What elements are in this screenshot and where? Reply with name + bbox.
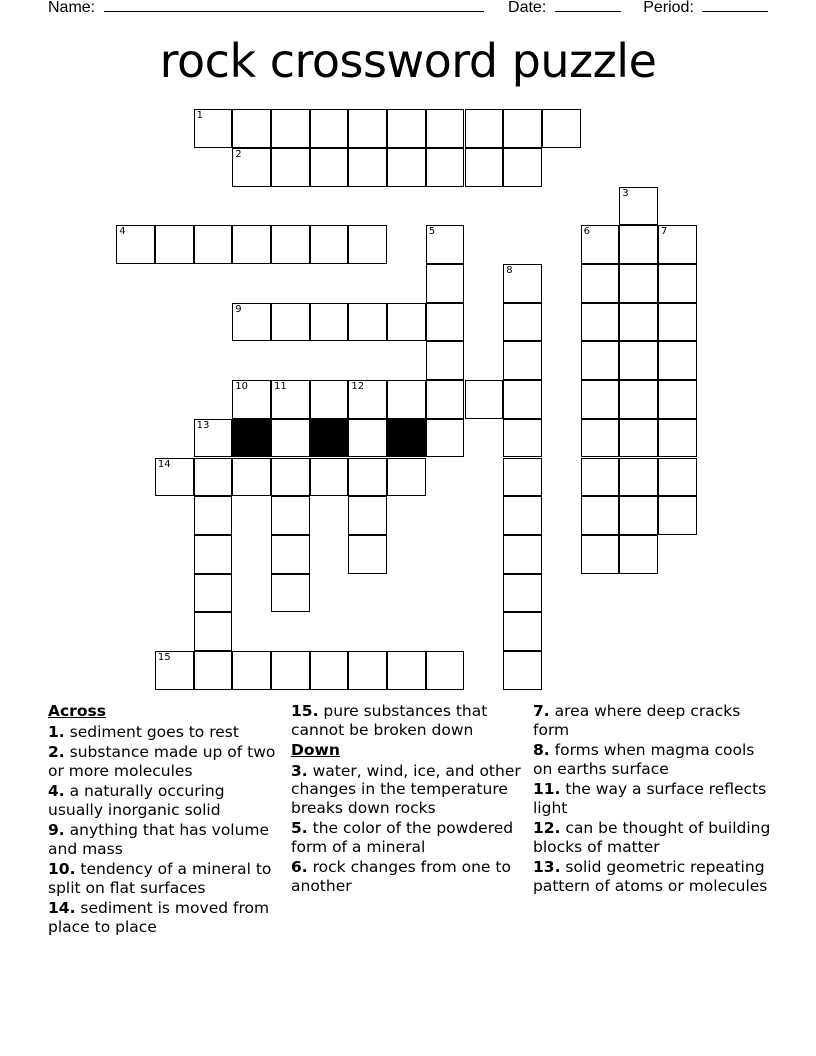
- grid-cell[interactable]: [232, 651, 271, 690]
- grid-cell[interactable]: [658, 419, 697, 458]
- grid-cell[interactable]: [503, 612, 542, 651]
- clue-number-label: 1: [196, 110, 203, 122]
- clue-down-11: [533, 780, 778, 817]
- grid-cell[interactable]: [581, 535, 620, 574]
- grid-cell[interactable]: [232, 380, 271, 419]
- grid-cell[interactable]: [348, 496, 387, 535]
- grid-cell[interactable]: [581, 264, 620, 303]
- grid-cell[interactable]: [232, 109, 271, 148]
- grid-cell[interactable]: [387, 303, 426, 342]
- grid-cell[interactable]: [503, 109, 542, 148]
- grid-cell[interactable]: [658, 380, 697, 419]
- grid-cell[interactable]: [581, 225, 620, 264]
- clue-text: area where deep cracks form: [533, 702, 741, 739]
- clue-number: 1.: [48, 722, 65, 741]
- grid-cell[interactable]: [426, 148, 465, 187]
- clue-text: water, wind, ice, and other changes in the temperature breaks down rocks: [291, 761, 521, 817]
- clue-number-label: 4: [119, 226, 126, 238]
- clue-down-6: [291, 858, 526, 895]
- clue-number-label: 15: [157, 652, 171, 663]
- grid-cell[interactable]: [465, 109, 504, 148]
- grid-cell[interactable]: [348, 419, 387, 458]
- grid-cell[interactable]: [426, 109, 465, 148]
- date-label: Date:: [508, 0, 547, 16]
- grid-cell[interactable]: [426, 651, 465, 690]
- grid-cell[interactable]: [348, 109, 387, 148]
- grid-cell[interactable]: [426, 380, 465, 419]
- grid-cell[interactable]: [271, 225, 310, 264]
- grid-cell[interactable]: [619, 187, 658, 226]
- grid-cell[interactable]: [271, 535, 310, 574]
- grid-cell[interactable]: [348, 380, 387, 419]
- clue-text: solid geometric repeating pattern of atoms or molecules: [533, 858, 768, 895]
- grid-cell[interactable]: [271, 148, 310, 187]
- grid-cell[interactable]: [232, 458, 271, 497]
- clue-number-label: 9: [235, 303, 242, 315]
- grid-cell[interactable]: [658, 341, 697, 380]
- clue-text: anything that has volume and mass: [48, 821, 270, 858]
- grid-cell[interactable]: [194, 419, 233, 458]
- grid-cell[interactable]: [232, 303, 271, 342]
- clue-down-12: [533, 819, 778, 856]
- grid-cell[interactable]: [194, 574, 233, 613]
- grid-cell[interactable]: [542, 109, 581, 148]
- across-heading: Across: [48, 702, 106, 720]
- grid-cell[interactable]: [387, 651, 426, 690]
- grid-cell[interactable]: [387, 148, 426, 187]
- clue-text: forms when magma cools on earths surface: [533, 741, 755, 778]
- clue-text: a naturally occuring usually inorganic solid: [48, 782, 225, 819]
- grid-cell[interactable]: [581, 303, 620, 342]
- clue-number-label: 2: [235, 148, 242, 160]
- clue-number-label: 8: [506, 265, 513, 276]
- grid-cell[interactable]: [503, 148, 542, 187]
- grid-cell[interactable]: [503, 341, 542, 380]
- down-heading: Down: [291, 741, 340, 759]
- grid-cell[interactable]: [619, 380, 658, 419]
- grid-cell[interactable]: [271, 419, 310, 458]
- clue-across-15: [291, 702, 526, 739]
- grid-cell[interactable]: [619, 419, 658, 458]
- period-label: Period:: [643, 0, 694, 16]
- grid-cell[interactable]: [271, 496, 310, 535]
- clue-number-label: 12: [351, 381, 365, 393]
- clue-number: 8.: [533, 741, 550, 759]
- grid-cell[interactable]: [619, 458, 658, 497]
- grid-cell[interactable]: [271, 458, 310, 497]
- grid-cell[interactable]: [310, 109, 349, 148]
- grid-cell[interactable]: [194, 458, 233, 497]
- grid-cell[interactable]: [426, 341, 465, 380]
- clue-number: 4.: [48, 782, 65, 800]
- grid-cell[interactable]: [232, 225, 271, 264]
- black-cell: [232, 419, 271, 458]
- clue-number: 15.: [291, 702, 319, 720]
- grid-cell[interactable]: [619, 225, 658, 264]
- grid-cell[interactable]: [658, 225, 697, 264]
- clue-number: 3.: [291, 761, 308, 780]
- clue-text: sediment is moved from place to place: [48, 899, 270, 936]
- grid-cell[interactable]: [619, 303, 658, 342]
- clue-number: 6.: [291, 858, 308, 876]
- grid-cell[interactable]: [271, 574, 310, 613]
- grid-cell[interactable]: [503, 303, 542, 342]
- page-title: rock crossword puzzle: [159, 34, 657, 88]
- clue-down-3: [291, 762, 526, 818]
- grid-cell[interactable]: [310, 458, 349, 497]
- clue-across-10: [48, 860, 283, 897]
- clue-number-label: 13: [196, 419, 210, 431]
- clues-column-2: [291, 702, 526, 897]
- clue-across-9: [48, 821, 283, 858]
- grid-cell[interactable]: [194, 612, 233, 651]
- clue-across-1: [48, 723, 283, 742]
- grid-cell[interactable]: [232, 148, 271, 187]
- grid-cell[interactable]: [426, 419, 465, 458]
- grid-cell[interactable]: [581, 496, 620, 535]
- grid-cell[interactable]: [348, 148, 387, 187]
- clue-number: 9.: [48, 821, 65, 839]
- black-cell: [310, 419, 349, 458]
- clue-number-label: 5: [428, 226, 436, 238]
- grid-cell[interactable]: [581, 458, 620, 497]
- clue-text: the color of the powdered form of a mineral: [291, 819, 514, 856]
- clue-across-14: [48, 899, 283, 936]
- clue-number: 12.: [533, 819, 561, 837]
- grid-cell[interactable]: [503, 535, 542, 574]
- clue-number: 7.: [533, 702, 550, 720]
- grid-cell[interactable]: [387, 109, 426, 148]
- grid-cell[interactable]: [310, 148, 349, 187]
- clues-column-1: [48, 702, 283, 938]
- clue-text: sediment goes to rest: [69, 722, 239, 741]
- grid-cell[interactable]: [658, 264, 697, 303]
- grid-cell[interactable]: [271, 303, 310, 342]
- grid-cell[interactable]: [271, 651, 310, 690]
- grid-cell[interactable]: [619, 341, 658, 380]
- grid-cell[interactable]: [310, 225, 349, 264]
- clue-text: rock changes from one to another: [291, 858, 511, 895]
- grid-cell[interactable]: [194, 651, 233, 690]
- clue-text: tendency of a mineral to split on flat surfaces: [48, 860, 272, 897]
- clue-text: can be thought of building blocks of matter: [533, 819, 771, 856]
- clue-down-5: [291, 819, 526, 856]
- clue-number-label: 3: [622, 187, 629, 199]
- grid-cell[interactable]: [271, 109, 310, 148]
- clue-text: pure substances that cannot be broken down: [291, 702, 488, 739]
- grid-cell[interactable]: [426, 264, 465, 303]
- grid-cell[interactable]: [348, 651, 387, 690]
- grid-cell[interactable]: [194, 109, 233, 148]
- name-label: Name:: [48, 0, 96, 16]
- grid-cell[interactable]: [658, 496, 697, 535]
- clue-number-label: 6: [583, 226, 590, 238]
- grid-cell[interactable]: [310, 380, 349, 419]
- clue-across-4: [48, 782, 283, 819]
- clues-column-3: [533, 702, 778, 897]
- grid-cell[interactable]: [581, 341, 620, 380]
- clue-number: 2.: [48, 743, 65, 761]
- clue-across-2: [48, 743, 283, 780]
- grid-cell[interactable]: [387, 380, 426, 419]
- grid-cell[interactable]: [348, 535, 387, 574]
- clue-down-7: [533, 702, 778, 739]
- clue-number: 5.: [291, 819, 308, 837]
- grid-cell[interactable]: [194, 225, 233, 264]
- grid-cell[interactable]: [503, 574, 542, 613]
- grid-cell[interactable]: [503, 651, 542, 690]
- grid-cell[interactable]: [465, 380, 504, 419]
- clue-number: 11.: [533, 780, 561, 798]
- grid-cell[interactable]: [658, 303, 697, 342]
- clue-down-8: [533, 741, 778, 778]
- grid-cell[interactable]: [503, 419, 542, 458]
- grid-cell[interactable]: [155, 458, 194, 497]
- grid-cell[interactable]: [348, 458, 387, 497]
- grid-cell[interactable]: [116, 225, 155, 264]
- grid-cell[interactable]: [387, 458, 426, 497]
- grid-cell[interactable]: [426, 225, 465, 264]
- black-cell: [387, 419, 426, 458]
- grid-cell[interactable]: [581, 419, 620, 458]
- grid-cell[interactable]: [619, 535, 658, 574]
- grid-cell[interactable]: [310, 651, 349, 690]
- grid-cell[interactable]: [155, 225, 194, 264]
- clue-number: 10.: [48, 860, 76, 878]
- grid-cell[interactable]: [194, 496, 233, 535]
- grid-cell[interactable]: [503, 458, 542, 497]
- clue-number-label: 11: [274, 381, 287, 393]
- grid-cell[interactable]: [348, 225, 387, 264]
- grid-cell[interactable]: [619, 264, 658, 303]
- clue-text: the way a surface reflects light: [533, 780, 767, 817]
- clue-number-label: 14: [157, 458, 171, 470]
- grid-cell[interactable]: [658, 458, 697, 497]
- grid-cell[interactable]: [503, 380, 542, 419]
- clue-down-13: [533, 858, 778, 895]
- grid-cell[interactable]: [503, 496, 542, 535]
- grid-cell[interactable]: [581, 380, 620, 419]
- clue-number-label: 7: [661, 226, 668, 238]
- clue-number: 13.: [533, 858, 561, 876]
- grid-cell[interactable]: [503, 264, 542, 303]
- grid-cell[interactable]: [619, 496, 658, 535]
- grid-cell[interactable]: [310, 303, 349, 342]
- grid-cell[interactable]: [426, 303, 465, 342]
- grid-cell[interactable]: [194, 535, 233, 574]
- clue-number-label: 10: [235, 381, 249, 393]
- clue-number: 14.: [48, 899, 76, 917]
- clue-text: substance made up of two or more molecules: [48, 743, 276, 780]
- grid-cell[interactable]: [155, 651, 194, 690]
- grid-cell[interactable]: [465, 148, 504, 187]
- grid-cell[interactable]: [348, 303, 387, 342]
- grid-cell[interactable]: [271, 380, 310, 419]
